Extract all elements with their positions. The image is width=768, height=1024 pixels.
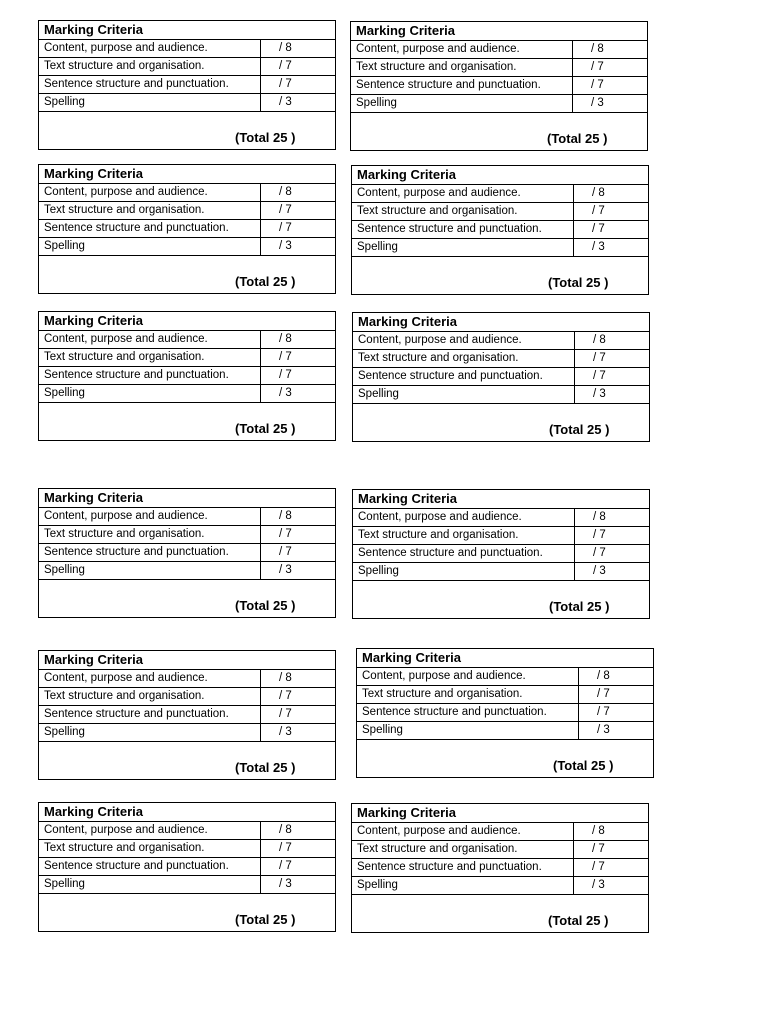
criteria-label: Spelling — [352, 877, 574, 894]
criteria-label: Content, purpose and audience. — [353, 509, 575, 526]
criteria-score: / 7 — [279, 204, 292, 216]
criteria-label: Text structure and organisation. — [39, 58, 261, 75]
criteria-score: / 7 — [592, 223, 605, 235]
criteria-score: / 3 — [592, 241, 605, 253]
criteria-row-structure — [352, 841, 648, 859]
criteria-row-content — [353, 509, 649, 527]
criteria-score: / 7 — [593, 547, 606, 559]
criteria-row-structure — [351, 59, 647, 77]
criteria-label: Text structure and organisation. — [353, 350, 575, 367]
criteria-label: Content, purpose and audience. — [39, 822, 261, 839]
criteria-row-content — [39, 184, 335, 202]
criteria-label: Text structure and organisation. — [352, 203, 574, 220]
criteria-label: Spelling — [353, 563, 575, 580]
criteria-row-spelling — [353, 386, 649, 404]
criteria-score: / 8 — [592, 825, 605, 837]
criteria-row-spelling — [39, 724, 335, 742]
total-score: (Total 25 ) — [547, 131, 608, 146]
total-score: (Total 25 ) — [549, 599, 610, 614]
criteria-row-spelling — [352, 877, 648, 895]
criteria-score: / 7 — [593, 370, 606, 382]
criteria-row-spelling — [39, 238, 335, 256]
criteria-score: / 7 — [279, 842, 292, 854]
total-score: (Total 25 ) — [235, 130, 296, 145]
criteria-label: Sentence structure and punctuation. — [39, 706, 261, 723]
criteria-row-spelling — [357, 722, 653, 740]
criteria-label: Text structure and organisation. — [39, 349, 261, 366]
criteria-score: / 3 — [593, 565, 606, 577]
criteria-row-content — [39, 822, 335, 840]
marking-criteria-card-r5-left — [38, 650, 336, 780]
criteria-score: / 8 — [279, 672, 292, 684]
criteria-row-sentence — [352, 859, 648, 877]
criteria-row-structure — [353, 527, 649, 545]
criteria-score: / 7 — [597, 688, 610, 700]
card-title: Marking Criteria — [39, 21, 335, 40]
criteria-score: / 7 — [279, 369, 292, 381]
criteria-score: / 7 — [279, 351, 292, 363]
criteria-label: Content, purpose and audience. — [352, 185, 574, 202]
criteria-score: / 3 — [279, 564, 292, 576]
criteria-score: / 3 — [279, 878, 292, 890]
criteria-label: Content, purpose and audience. — [353, 332, 575, 349]
criteria-label: Content, purpose and audience. — [351, 41, 573, 58]
criteria-row-spelling — [352, 239, 648, 257]
criteria-label: Spelling — [357, 722, 579, 739]
criteria-score: / 3 — [591, 97, 604, 109]
criteria-label: Spelling — [39, 724, 261, 741]
total-score: (Total 25 ) — [235, 274, 296, 289]
criteria-label: Text structure and organisation. — [39, 526, 261, 543]
criteria-row-content — [39, 670, 335, 688]
criteria-label: Spelling — [353, 386, 575, 403]
criteria-score: / 8 — [597, 670, 610, 682]
criteria-row-spelling — [353, 563, 649, 581]
criteria-row-sentence — [39, 220, 335, 238]
criteria-label: Text structure and organisation. — [39, 202, 261, 219]
criteria-label: Spelling — [39, 876, 261, 893]
criteria-row-spelling — [39, 94, 335, 112]
criteria-row-sentence — [39, 76, 335, 94]
marking-criteria-card-r5-right — [356, 648, 654, 778]
criteria-score: / 7 — [593, 352, 606, 364]
marking-criteria-card-r4-left — [38, 488, 336, 618]
criteria-score: / 7 — [279, 60, 292, 72]
criteria-label: Spelling — [39, 238, 261, 255]
criteria-label: Sentence structure and punctuation. — [352, 859, 574, 876]
criteria-score: / 3 — [279, 726, 292, 738]
criteria-label: Spelling — [39, 94, 261, 111]
criteria-score: / 8 — [593, 511, 606, 523]
criteria-label: Sentence structure and punctuation. — [39, 544, 261, 561]
criteria-score: / 3 — [593, 388, 606, 400]
total-score: (Total 25 ) — [549, 422, 610, 437]
card-title: Marking Criteria — [353, 490, 649, 509]
marking-criteria-card-r1-right — [350, 21, 648, 151]
criteria-row-content — [39, 508, 335, 526]
criteria-score: / 7 — [592, 205, 605, 217]
criteria-label: Content, purpose and audience. — [357, 668, 579, 685]
criteria-row-structure — [39, 526, 335, 544]
criteria-label: Text structure and organisation. — [352, 841, 574, 858]
criteria-row-content — [352, 823, 648, 841]
criteria-score: / 8 — [279, 186, 292, 198]
criteria-score: / 7 — [592, 843, 605, 855]
criteria-label: Text structure and organisation. — [353, 527, 575, 544]
criteria-label: Text structure and organisation. — [39, 840, 261, 857]
total-score: (Total 25 ) — [548, 913, 609, 928]
criteria-label: Content, purpose and audience. — [39, 508, 261, 525]
criteria-row-spelling — [39, 562, 335, 580]
criteria-score: / 8 — [279, 42, 292, 54]
card-title: Marking Criteria — [352, 804, 648, 823]
total-score: (Total 25 ) — [235, 760, 296, 775]
criteria-row-sentence — [353, 368, 649, 386]
criteria-row-structure — [39, 840, 335, 858]
criteria-score: / 7 — [592, 861, 605, 873]
criteria-label: Sentence structure and punctuation. — [351, 77, 573, 94]
criteria-label: Content, purpose and audience. — [39, 670, 261, 687]
card-title: Marking Criteria — [353, 313, 649, 332]
criteria-score: / 7 — [591, 79, 604, 91]
marking-criteria-card-r1-left — [38, 20, 336, 150]
criteria-score: / 8 — [279, 333, 292, 345]
card-title: Marking Criteria — [39, 489, 335, 508]
criteria-row-structure — [357, 686, 653, 704]
criteria-score: / 7 — [279, 528, 292, 540]
criteria-label: Spelling — [352, 239, 574, 256]
criteria-label: Text structure and organisation. — [357, 686, 579, 703]
card-title: Marking Criteria — [351, 22, 647, 41]
criteria-label: Sentence structure and punctuation. — [353, 545, 575, 562]
criteria-row-sentence — [351, 77, 647, 95]
criteria-score: / 8 — [279, 510, 292, 522]
criteria-row-content — [351, 41, 647, 59]
criteria-label: Text structure and organisation. — [351, 59, 573, 76]
criteria-label: Sentence structure and punctuation. — [352, 221, 574, 238]
criteria-label: Sentence structure and punctuation. — [39, 220, 261, 237]
criteria-row-structure — [39, 688, 335, 706]
criteria-label: Spelling — [39, 385, 261, 402]
card-title: Marking Criteria — [357, 649, 653, 668]
criteria-label: Sentence structure and punctuation. — [357, 704, 579, 721]
criteria-score: / 3 — [279, 96, 292, 108]
criteria-score: / 7 — [279, 222, 292, 234]
total-score: (Total 25 ) — [235, 421, 296, 436]
criteria-label: Text structure and organisation. — [39, 688, 261, 705]
criteria-label: Content, purpose and audience. — [352, 823, 574, 840]
criteria-score: / 3 — [597, 724, 610, 736]
criteria-row-content — [353, 332, 649, 350]
criteria-score: / 8 — [591, 43, 604, 55]
marking-criteria-card-r6-right — [351, 803, 649, 933]
marking-criteria-card-r2-right — [351, 165, 649, 295]
criteria-row-sentence — [352, 221, 648, 239]
criteria-score: / 7 — [279, 708, 292, 720]
marking-criteria-card-r3-right — [352, 312, 650, 442]
marking-criteria-card-r3-left — [38, 311, 336, 441]
total-score: (Total 25 ) — [553, 758, 614, 773]
criteria-label: Sentence structure and punctuation. — [39, 367, 261, 384]
criteria-score: / 3 — [592, 879, 605, 891]
criteria-score: / 7 — [591, 61, 604, 73]
criteria-row-content — [39, 331, 335, 349]
criteria-row-sentence — [39, 706, 335, 724]
criteria-row-structure — [39, 349, 335, 367]
criteria-row-sentence — [357, 704, 653, 722]
criteria-row-structure — [353, 350, 649, 368]
criteria-row-content — [39, 40, 335, 58]
criteria-score: / 8 — [279, 824, 292, 836]
card-title: Marking Criteria — [39, 312, 335, 331]
total-score: (Total 25 ) — [548, 275, 609, 290]
marking-criteria-card-r4-right — [352, 489, 650, 619]
total-score: (Total 25 ) — [235, 598, 296, 613]
card-title: Marking Criteria — [39, 803, 335, 822]
criteria-row-sentence — [353, 545, 649, 563]
criteria-row-spelling — [39, 876, 335, 894]
criteria-score: / 3 — [279, 387, 292, 399]
criteria-row-content — [352, 185, 648, 203]
criteria-row-spelling — [351, 95, 647, 113]
criteria-label: Sentence structure and punctuation. — [353, 368, 575, 385]
criteria-label: Sentence structure and punctuation. — [39, 76, 261, 93]
criteria-score: / 3 — [279, 240, 292, 252]
criteria-score: / 7 — [593, 529, 606, 541]
criteria-row-structure — [352, 203, 648, 221]
criteria-label: Content, purpose and audience. — [39, 184, 261, 201]
criteria-score: / 7 — [597, 706, 610, 718]
criteria-row-structure — [39, 58, 335, 76]
criteria-score: / 7 — [279, 78, 292, 90]
criteria-score: / 7 — [279, 546, 292, 558]
criteria-score: / 7 — [279, 690, 292, 702]
criteria-row-sentence — [39, 858, 335, 876]
criteria-score: / 8 — [592, 187, 605, 199]
criteria-score: / 7 — [279, 860, 292, 872]
criteria-row-content — [357, 668, 653, 686]
criteria-row-spelling — [39, 385, 335, 403]
total-score: (Total 25 ) — [235, 912, 296, 927]
criteria-row-sentence — [39, 367, 335, 385]
criteria-label: Content, purpose and audience. — [39, 40, 261, 57]
criteria-label: Spelling — [39, 562, 261, 579]
card-title: Marking Criteria — [39, 165, 335, 184]
criteria-score: / 8 — [593, 334, 606, 346]
criteria-label: Spelling — [351, 95, 573, 112]
criteria-label: Sentence structure and punctuation. — [39, 858, 261, 875]
marking-criteria-card-r6-left — [38, 802, 336, 932]
criteria-label: Content, purpose and audience. — [39, 331, 261, 348]
card-title: Marking Criteria — [352, 166, 648, 185]
criteria-row-sentence — [39, 544, 335, 562]
card-title: Marking Criteria — [39, 651, 335, 670]
marking-criteria-card-r2-left — [38, 164, 336, 294]
criteria-row-structure — [39, 202, 335, 220]
